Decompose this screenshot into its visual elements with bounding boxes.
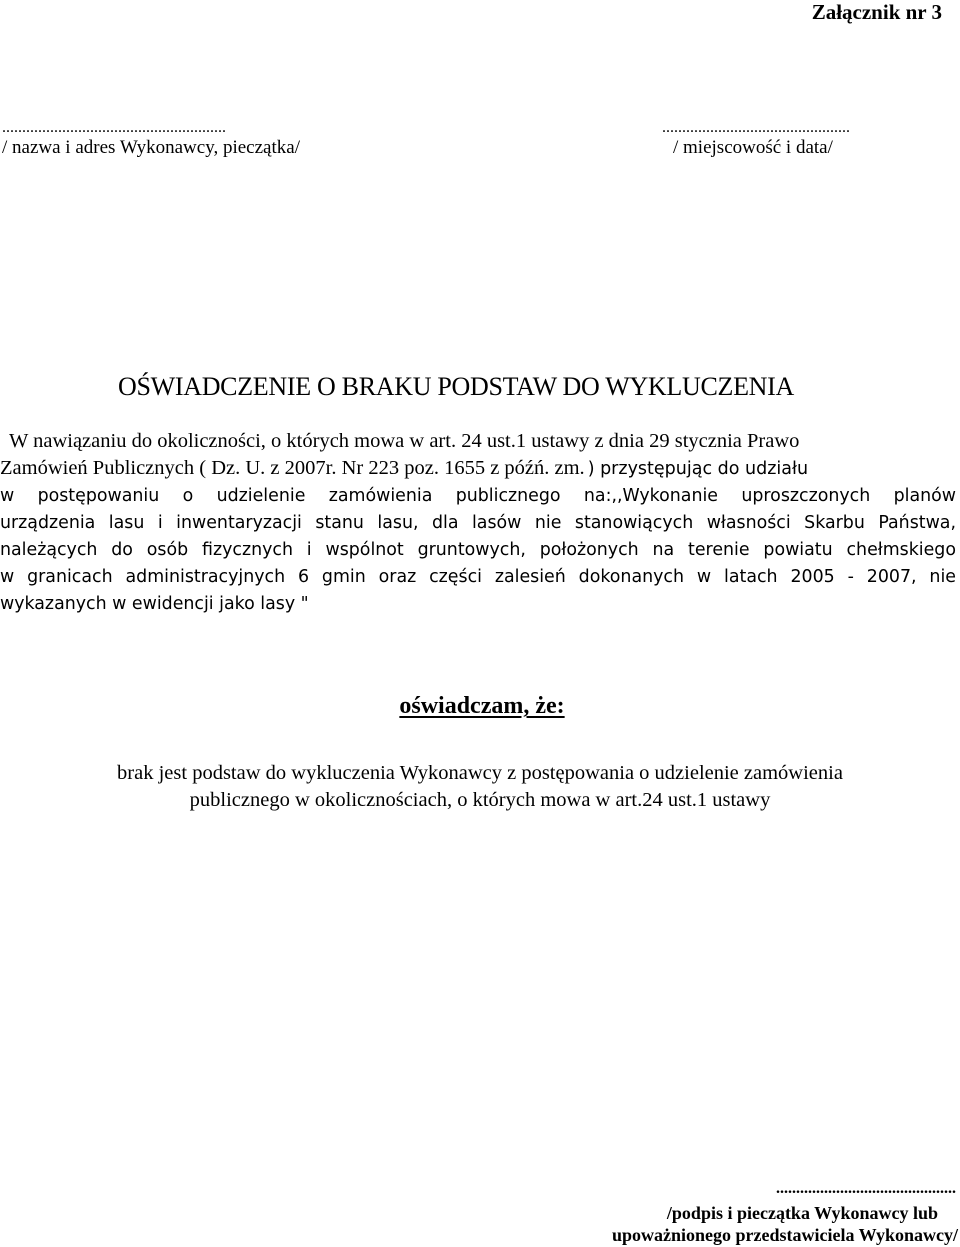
procurement-line: wykazanych w ewidencji jako lasy " [0,594,309,614]
declaration-text: oświadczam, że: [399,693,565,719]
declaration-statement-line-1: brak jest podstaw do wykluczenia Wykonawcy z postępowania o udzielenie zamówienia [117,762,843,784]
declaration-heading [0,692,960,720]
procurement-description [0,483,956,618]
procurement-line: w granicach administracyjnych 6 gmin oraz części zalesień dokonanych w latach 2005 - 2007, nie [0,567,956,587]
place-date-label: / miejscowość i data/ [673,137,833,158]
declaration-statement-line-2: publicznego w okolicznościach, o których mowa w art.24 ust.1 ustawy [189,789,771,811]
intro-line-1: W nawiązaniu do okoliczności, o których mowa w art. 24 ust.1 ustawy z dnia 29 stycznia Prawo [9,430,800,452]
signature-label-line-2: upoważnionego przedstawiciela Wykonawcy/ [611,1225,958,1245]
procurement-line: należących do osób fizycznych i wspólnot gruntowych, położonych na terenie powiatu chełmskiego [0,540,956,560]
procurement-line: urządzenia lasu i inwentaryzacji stanu lasu, dla lasów nie stanowiących własności Skarbu Państwa, [0,513,956,533]
contractor-name-address-label: / nazwa i adres Wykonawcy, pieczątka/ [2,137,300,158]
intro-line-2-start: Zamówień Publicznych ( Dz. U. z 2007r. Nr 223 poz. 1655 z późń. zm. [0,457,585,479]
annex-label: Załącznik nr 3 [811,0,942,24]
intro-line-2 [0,456,808,481]
declaration-statement [0,760,960,814]
signature-label-line-1: /podpis i pieczątka Wykonawcy lub [666,1203,938,1223]
document-title: OŚWIADCZENIE O BRAKU PODSTAW DO WYKLUCZENIA [118,372,794,401]
intro-line-2-end: ) przystępując do udziału [587,459,809,479]
procurement-line: w postępowaniu o udzielenie zamówienia publicznego na:,,Wykonanie uproszczonych planów [0,486,956,506]
contractor-dots-line: ........................................................ [2,119,226,136]
place-date-dots-line: ............................................... [662,119,850,136]
signature-dots-line: ............................................. [776,1180,956,1197]
